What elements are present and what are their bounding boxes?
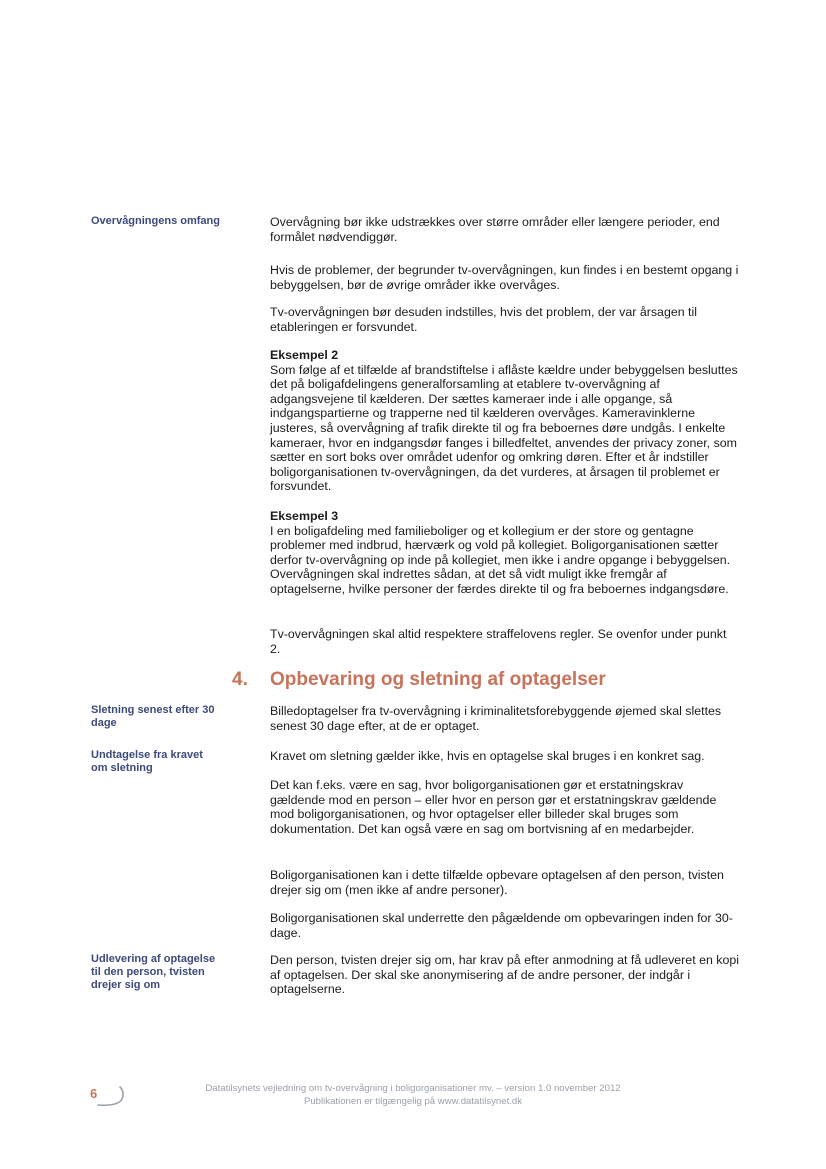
example-3-text: I en boligafdeling med familieboliger og et kollegium er der store og gentagne problemer med indbrud, hærværk og vold på kollegiet. Boligorganisationen sætter derfor tv-overvågning op inde på kollegiet, men ikke i andre opgange i bebyggelsen. Overvågningen skal indrettes sådan, at det så vidt muligt ikke fremgår af optagelserne, hvilke personer der færdes direkte til og fra beboernes indgangsdøre. — [270, 523, 731, 596]
footer — [150, 1083, 676, 1108]
example-2 — [270, 348, 740, 494]
paragraph-straffeloven: Tv-overvågningen skal altid respektere straffelovens regler. Se ovenfor under punkt 2. — [270, 627, 727, 656]
paragraph-eksempler: Det kan f.eks. være en sag, hvor boligorganisationen gør et erstatningskrav gældende mod en person – eller hvor en person gør et erstatningskrav gældende mod boligorganisationen, og hvor optagelser eller billeder skal bruges som dokumentation. Det kan også være en sag om bortvisning af en medarbejder. — [270, 778, 717, 836]
example-2-title: Eksempel 2 — [270, 348, 339, 362]
page-swoosh-icon — [96, 1085, 136, 1107]
example-3-title: Eksempel 3 — [270, 509, 339, 523]
side-label-omfang: Overvågningens omfang — [91, 215, 220, 227]
paragraph-omfang: Overvågning bør ikke udstrækkes over større områder eller længere perioder, end formålet nødvendiggør. — [270, 215, 720, 244]
section-number: 4. — [232, 669, 248, 690]
example-3 — [270, 509, 740, 597]
paragraph-undtagelse: Kravet om sletning gælder ikke, hvis en optagelse skal bruges i en konkret sag. — [270, 749, 705, 763]
paragraph-opbevare: Boligorganisationen kan i dette tilfælde opbevare optagelsen af den person, tvisten drejer sig om (men ikke af andre personer). — [270, 868, 724, 897]
side-label-sletning: Sletning senest efter 30 dage — [91, 704, 215, 729]
side-label-undtagelse: Undtagelse fra kravet om sletning — [91, 749, 203, 774]
paragraph-opgang: Hvis de problemer, der begrunder tv-overvågningen, kun findes i en bestemt opgang i bebyggelsen, bør de øvrige områder ikke overvåges. — [270, 263, 739, 292]
paragraph-indstilles: Tv-overvågningen bør desuden indstilles, hvis det problem, der var årsagen til etableringen er forsvundet. — [270, 305, 698, 334]
footer-line-2: Publikationen er tilgængelig på www.datatilsynet.dk — [303, 1095, 523, 1107]
paragraph-sletning: Billedoptagelser fra tv-overvågning i kriminalitetsforebyggende øjemed skal slettes senest 30 dage efter, at de er optaget. — [270, 704, 722, 733]
footer-line-1: Datatilsynets vejledning om tv-overvågning i boligorganisationer mv. – version 1.0 november 2012 — [205, 1083, 621, 1094]
paragraph-udlevering: Den person, tvisten drejer sig om, har krav på efter anmodning at få udleveret en kopi af optagelsen. Der skal ske anonymisering af de andre personer, der indgår i optagelserne. — [270, 953, 740, 997]
example-2-text: Som følge af et tilfælde af brandstiftelse i aflåste kældre under bebyggelsen besluttes det på boligafdelingens generalforsamling at etablere tv-overvågning af adgangsvejene til kælderen. Der sættes kameraer inde i alle opgange, så indgangspartierne og trapperne ned til kælderen overvåges. Kameravinklerne justeres, så overvågning af trafik direkte til og fra beboernes døre undgås. I enkelte kameraer, hvor en indgangsdør fanges i billedfeltet, anvendes der privacy zoner, som sætter en sort boks over området udenfor og omkring døren. Efter et år indstiller boligorganisationen tv-overvågningen, da det vurderes, at årsagen til problemet er forsvundet. — [270, 362, 738, 494]
section-title: Opbevaring og sletning af optagelser — [270, 669, 606, 690]
page-number: 6 — [90, 1086, 98, 1101]
side-label-udlevering: Udlevering af optagelse til den person, tvisten drejer sig om — [91, 953, 216, 991]
paragraph-underrette: Boligorganisationen skal underrette den pågældende om opbevaringen inden for 30-dage. — [270, 911, 733, 940]
